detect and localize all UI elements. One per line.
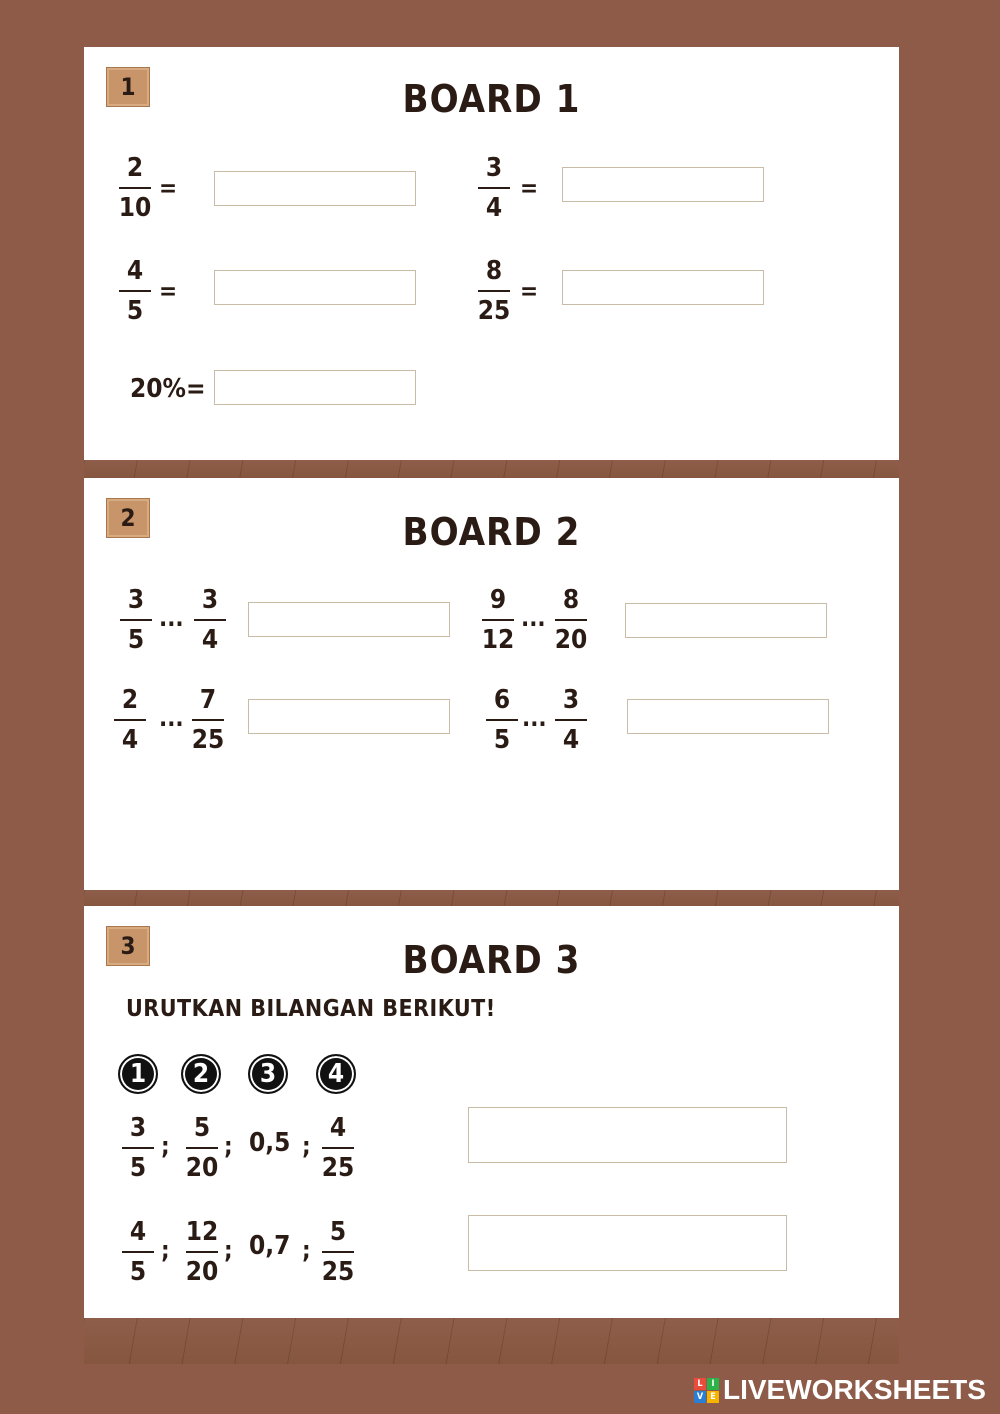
separator: ;: [224, 1236, 233, 1264]
answer-input[interactable]: [214, 270, 416, 305]
answer-input[interactable]: [625, 603, 827, 638]
fraction: 3 4: [472, 154, 516, 222]
equals-sign: =: [520, 174, 539, 202]
answer-input[interactable]: [214, 370, 416, 405]
board-2: [84, 478, 899, 890]
fraction: 6 5: [480, 686, 524, 754]
decimal-number: 0,7: [249, 1231, 291, 1261]
logo-text: LIVEWORKSHEETS: [723, 1374, 986, 1405]
fraction: 3 5: [116, 1114, 160, 1182]
fraction: 9 12: [481, 585, 515, 655]
answer-input[interactable]: [214, 171, 416, 206]
comparison-dots: ...: [159, 704, 184, 732]
equals-sign: =: [159, 277, 178, 305]
comparison-dots: ...: [522, 704, 547, 732]
fraction: 7 25: [191, 685, 225, 755]
fraction: 5 20: [185, 1113, 219, 1183]
fraction: 2 4: [108, 686, 152, 754]
answer-input[interactable]: [627, 699, 829, 734]
board-1: [84, 47, 899, 460]
separator: ;: [161, 1236, 170, 1264]
order-marker-4: 4: [316, 1054, 356, 1094]
board-title: BOARD 3: [402, 938, 581, 982]
decimal-number: 0,5: [249, 1128, 291, 1158]
board-title: BOARD 2: [402, 510, 581, 554]
board-number-badge: 1: [106, 67, 150, 107]
fraction: 4 25: [321, 1113, 355, 1183]
fraction: 12 20: [185, 1217, 219, 1287]
board-number-badge: 2: [106, 498, 150, 538]
fraction: 5 25: [321, 1217, 355, 1287]
percent-expression: 20%=: [130, 374, 206, 404]
order-marker-2: 2: [181, 1054, 221, 1094]
logo-mark-icon: L I V E: [694, 1378, 719, 1403]
fraction: 8 20: [554, 585, 588, 655]
fraction: 3 4: [549, 686, 593, 754]
equals-sign: =: [520, 277, 539, 305]
order-marker-3: 3: [248, 1054, 288, 1094]
wood-floor-strip: [84, 890, 899, 906]
fraction: 3 5: [114, 586, 158, 654]
comparison-dots: ...: [159, 604, 184, 632]
answer-input[interactable]: [562, 270, 764, 305]
separator: ;: [224, 1132, 233, 1160]
separator: ;: [161, 1132, 170, 1160]
fraction: 2 10: [118, 153, 152, 223]
wood-floor-strip: [84, 460, 899, 478]
fraction: 4 5: [116, 1218, 160, 1286]
fraction: 4 5: [113, 257, 157, 325]
fraction: 8 25: [477, 256, 511, 326]
answer-input[interactable]: [248, 602, 450, 637]
separator: ;: [302, 1236, 311, 1264]
board-title: BOARD 1: [402, 77, 581, 121]
separator: ;: [302, 1132, 311, 1160]
instruction-text: URUTKAN BILANGAN BERIKUT!: [126, 996, 496, 1022]
comparison-dots: ...: [521, 604, 546, 632]
wood-floor-strip: [84, 1318, 899, 1364]
liveworksheets-logo: [694, 1374, 986, 1406]
board-3: [84, 906, 899, 1318]
answer-input[interactable]: [248, 699, 450, 734]
answer-input[interactable]: [468, 1107, 787, 1163]
board-number-badge: 3: [106, 926, 150, 966]
answer-input[interactable]: [562, 167, 764, 202]
equals-sign: =: [159, 174, 178, 202]
order-marker-1: 1: [118, 1054, 158, 1094]
answer-input[interactable]: [468, 1215, 787, 1271]
fraction: 3 4: [188, 586, 232, 654]
